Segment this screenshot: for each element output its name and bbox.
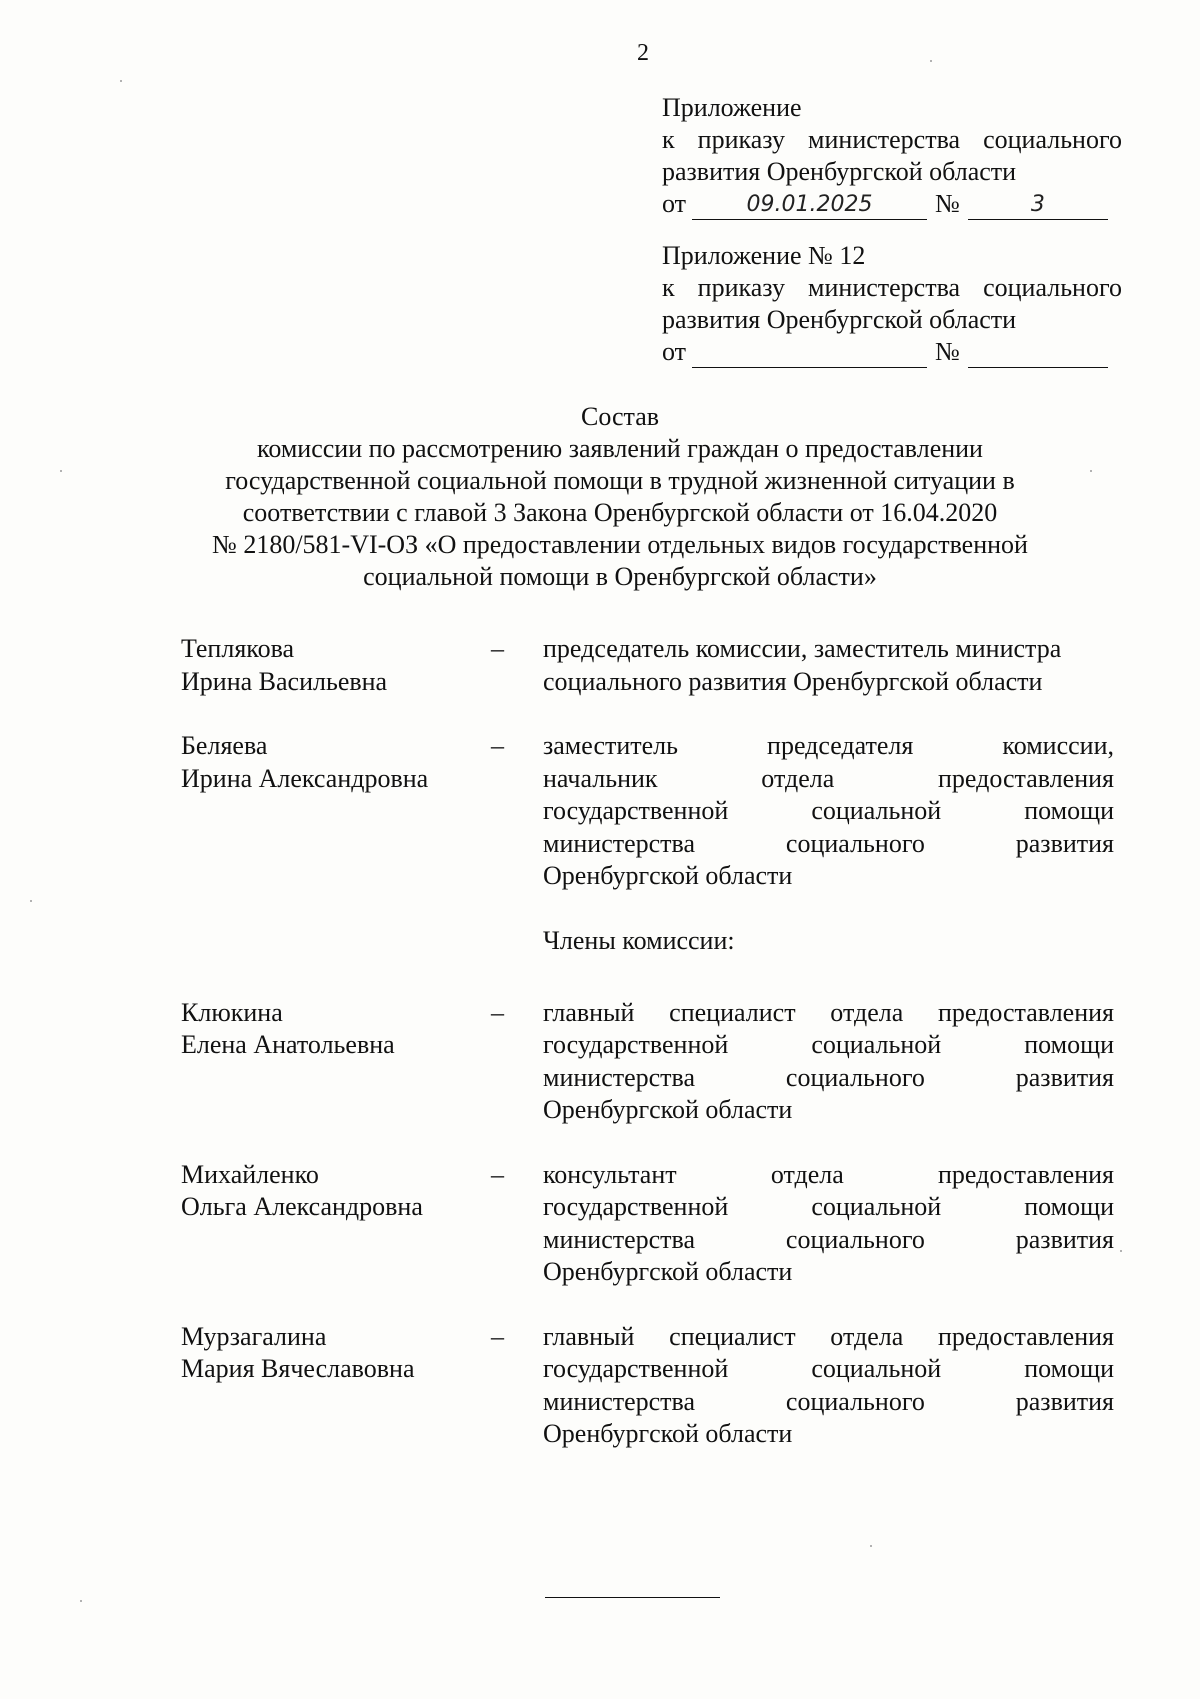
commission-member	[181, 1159, 1114, 1289]
member-given-names: Ирина Александровна	[181, 763, 429, 793]
member-name	[181, 997, 491, 1127]
position-line: Оренбургской области	[543, 861, 793, 890]
member-name	[181, 1159, 491, 1289]
position-line: министерства социального развития	[543, 1062, 1114, 1092]
position-line: министерства социального развития	[543, 1386, 1114, 1416]
appendix-original-order-line: к приказу министерства социального	[662, 273, 1122, 302]
blank-number-line	[968, 340, 1108, 368]
handwritten-number: 3	[968, 192, 1108, 220]
dash-separator: –	[491, 1321, 504, 1351]
dash-separator: –	[491, 997, 504, 1027]
number-sign: №	[935, 337, 960, 366]
commission-chair	[181, 633, 1114, 698]
title-line: государственной социальной помощи в трудной жизненной ситуации в	[225, 466, 1015, 495]
appendix-original-reference-row	[662, 336, 1122, 368]
position-line: главный специалист отдела предоставления	[543, 997, 1114, 1027]
member-position	[543, 1321, 1114, 1451]
dash-separator: –	[491, 1159, 504, 1189]
commission-member	[181, 1321, 1114, 1451]
position-line: Оренбургской области	[543, 1419, 793, 1448]
scan-speck	[1120, 1250, 1122, 1252]
position-line: государственной социальной помощи	[543, 1354, 1114, 1383]
member-given-names: Ольга Александровна	[181, 1192, 423, 1221]
title-line: соответствии с главой 3 Закона Оренбургской области от 16.04.2020	[242, 498, 998, 527]
scan-speck	[930, 60, 932, 62]
date-prefix: от	[662, 337, 687, 366]
member-name	[181, 730, 491, 893]
position-line: министерства социального развития	[543, 828, 1114, 858]
position-line: государственной социальной помощи	[543, 1030, 1114, 1059]
handwritten-date: 09.01.2025	[692, 192, 927, 220]
scan-speck	[1090, 470, 1092, 472]
commission-deputy-chair	[181, 730, 1114, 893]
appendix-original-ministry-line: развития Оренбургской области	[662, 305, 1017, 334]
member-surname: Клюкина	[181, 997, 283, 1027]
members-heading: Члены комиссии:	[543, 925, 735, 955]
member-surname: Теплякова	[181, 634, 295, 663]
member-surname: Мурзагалина	[181, 1321, 327, 1351]
member-given-names: Мария Вячеславовна	[181, 1354, 415, 1383]
member-position	[543, 997, 1114, 1127]
member-name	[181, 1321, 491, 1451]
title-heading: Состав	[580, 402, 660, 431]
position-line: социального развития Оренбургской области	[543, 666, 1043, 696]
title-line: комиссии по рассмотрению заявлений граждан о предоставлении	[257, 434, 983, 463]
position-line: государственной социальной помощи	[543, 796, 1114, 825]
position-line: Оренбургской области	[543, 1095, 793, 1124]
dash-separator: –	[491, 731, 504, 760]
blank-date-line	[692, 340, 927, 368]
appendix-ministry-line: развития Оренбургской области	[662, 157, 1017, 186]
member-position	[543, 1159, 1114, 1289]
position-line: председатель комиссии, заместитель министра	[543, 634, 1062, 663]
scan-speck	[60, 470, 62, 472]
page-number: 2	[637, 40, 649, 66]
appendix-order-line: к приказу министерства социального	[662, 125, 1122, 154]
position-line: государственной социальной помощи	[543, 1192, 1114, 1221]
appendix-reference-row	[662, 188, 1122, 220]
title-line: № 2180/581-VI-ОЗ «О предоставлении отдельных видов государственной	[212, 530, 1028, 559]
scan-speck	[30, 900, 32, 902]
scan-speck	[120, 80, 122, 82]
position-line: главный специалист отдела предоставления	[543, 1321, 1114, 1351]
title-line: социальной помощи в Оренбургской области»	[363, 562, 877, 591]
number-sign: №	[935, 189, 960, 218]
position-line: консультант отдела предоставления	[543, 1159, 1114, 1189]
position-line: Оренбургской области	[543, 1257, 793, 1286]
member-given-names: Елена Анатольевна	[181, 1030, 395, 1059]
member-position	[543, 730, 1114, 893]
closing-rule	[545, 1597, 720, 1598]
position-line: министерства социального развития	[543, 1224, 1114, 1254]
scan-speck	[80, 1600, 82, 1602]
date-prefix: от	[662, 189, 687, 218]
member-position	[543, 633, 1114, 698]
position-line: начальник отдела предоставления	[543, 763, 1114, 793]
appendix-title: Приложение	[662, 93, 802, 122]
member-given-names: Ирина Васильевна	[181, 666, 388, 696]
document-title	[180, 401, 1060, 593]
scan-speck	[870, 1545, 872, 1547]
member-name	[181, 633, 491, 698]
appendix-original-title: Приложение № 12	[662, 241, 866, 270]
appendix-current	[662, 92, 1122, 220]
member-surname: Михайленко	[181, 1159, 319, 1189]
member-surname: Беляева	[181, 731, 268, 760]
dash-separator: –	[491, 634, 504, 663]
position-line: заместитель председателя комиссии,	[543, 731, 1114, 760]
appendix-original	[662, 240, 1122, 368]
commission-member	[181, 997, 1114, 1127]
commission-list	[181, 633, 1114, 1483]
